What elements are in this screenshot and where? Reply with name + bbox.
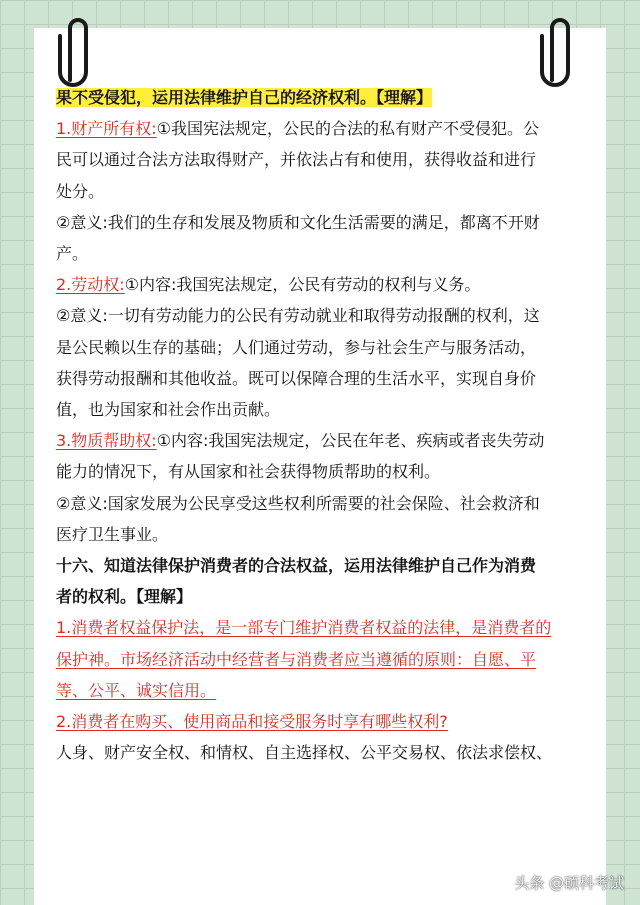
key-point: 等、公平、诚实信用。 — [56, 680, 217, 700]
paragraph-line: 能力的情况下，有从国家和社会获得物质帮助的权利。 — [56, 462, 441, 482]
answer-line: 人身、财产安全权、和情权、自主选择权、公平交易权、依法求偿权、 — [56, 743, 553, 763]
paragraph-line: ②意义:我们的生存和发展及物质和文化生活需要的满足，都离不开财 — [56, 212, 540, 232]
paragraph-line: 民可以通过合法方法取得财产，并依法占有和使用，获得收益和进行 — [56, 150, 537, 170]
paragraph-line: 产。 — [56, 244, 89, 264]
question: 2.消费者在购买、使用商品和接受服务时享有哪些权利? — [56, 712, 448, 732]
paragraph-line: 获得劳动报酬和其他收益。既可以保障合理的生活水平，实现自身价 — [56, 368, 537, 388]
paragraph: 1.财产所有权:①我国宪法规定，公民的合法的私有财产不受侵犯。公 — [56, 119, 540, 139]
paragraph: 2.劳动权:①内容:我国宪法规定，公民有劳动的权利与义务。 — [56, 275, 481, 295]
point-title: 2.劳动权: — [56, 275, 125, 295]
paragraph-line: 处分。 — [56, 181, 105, 201]
paragraph-line: 是公民赖以生存的基础；人们通过劳动，参与社会生产与服务活动， — [56, 337, 537, 357]
section-heading: 果不受侵犯，运用法律维护自己的经济权利。【理解】 — [56, 88, 433, 107]
paragraph-line: 值，也为国家和社会作出贡献。 — [56, 400, 281, 420]
point-title: 3.物质帮助权: — [56, 431, 157, 451]
paragraph-line: ②意义:国家发展为公民享受这些权利所需要的社会保险、社会救济和 — [56, 493, 540, 513]
document-content — [56, 82, 590, 768]
section-heading: 者的权利。【理解】 — [56, 587, 193, 607]
point-title: 1.财产所有权: — [56, 119, 157, 139]
paragraph-line: 医疗卫生事业。 — [56, 524, 169, 544]
paragraph: 3.物质帮助权:①内容:我国宪法规定，公民在年老、疾病或者丧失劳动 — [56, 431, 545, 451]
paragraph-line: ②意义:一切有劳动能力的公民有劳动就业和取得劳动报酬的权利，这 — [56, 306, 540, 326]
key-point: 1.消费者权益保护法，是一部专门维护消费者权益的法律，是消费者的 — [56, 618, 552, 638]
key-point: 保护神。市场经济活动中经营者与消费者应当遵循的原则：自愿、平 — [56, 649, 537, 669]
section-heading: 十六、知道法律保护消费者的合法权益，运用法律维护自己作为消费 — [56, 556, 537, 576]
watermark: 头条 @硕科考试 — [514, 874, 624, 892]
